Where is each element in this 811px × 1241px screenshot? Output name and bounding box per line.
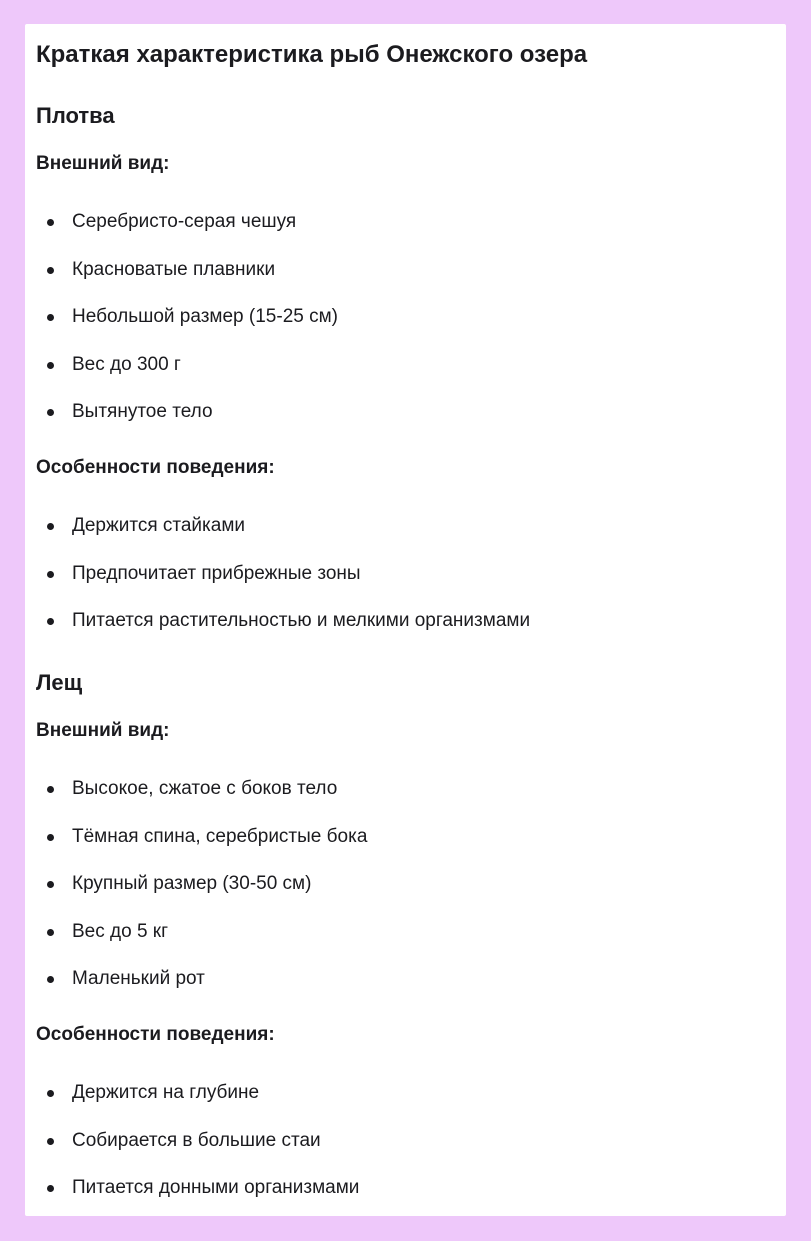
behavior-list-leshch [25, 1081, 359, 1224]
behavior-heading-leshch: Особенности поведения: [36, 1024, 275, 1045]
bullet-icon [47, 1090, 54, 1097]
list-item: Собирается в большие стаи [25, 1129, 359, 1177]
list-item: Вытянутое тело [25, 400, 338, 448]
document-title: Краткая характеристика рыб Онежского озера [36, 41, 588, 68]
behavior-list-plotva [25, 514, 530, 657]
bullet-icon [47, 786, 54, 793]
appearance-heading-leshch: Внешний вид: [36, 720, 170, 741]
bullet-icon [47, 314, 54, 321]
document-card [25, 24, 786, 1216]
bullet-icon [47, 571, 54, 578]
list-item: Маленький рот [25, 967, 367, 1015]
bullet-icon [47, 523, 54, 530]
bullet-icon [47, 618, 54, 625]
bullet-icon [47, 1185, 54, 1192]
list-item: Небольшой размер (15-25 см) [25, 305, 338, 353]
bullet-icon [47, 219, 54, 226]
list-item: Вес до 5 кг [25, 920, 367, 968]
list-item: Питается растительностью и мелкими организмами [25, 609, 530, 657]
section-title-plotva: Плотва [36, 103, 115, 128]
list-item: Тёмная спина, серебристые бока [25, 825, 367, 873]
bullet-icon [47, 929, 54, 936]
behavior-heading-plotva: Особенности поведения: [36, 457, 275, 478]
list-item: Питается донными организмами [25, 1176, 359, 1224]
appearance-list-leshch [25, 777, 367, 1015]
list-item: Высокое, сжатое с боков тело [25, 777, 367, 825]
list-item: Держится стайками [25, 514, 530, 562]
list-item: Предпочитает прибрежные зоны [25, 562, 530, 610]
bullet-icon [47, 409, 54, 416]
bullet-icon [47, 881, 54, 888]
bullet-icon [47, 1138, 54, 1145]
bullet-icon [47, 267, 54, 274]
list-item: Красноватые плавники [25, 258, 338, 306]
bullet-icon [47, 976, 54, 983]
section-title-leshch: Лещ [36, 670, 83, 695]
list-item: Серебристо-серая чешуя [25, 210, 338, 258]
bullet-icon [47, 834, 54, 841]
appearance-heading-plotva: Внешний вид: [36, 153, 170, 174]
appearance-list-plotva [25, 210, 338, 448]
list-item: Держится на глубине [25, 1081, 359, 1129]
bullet-icon [47, 362, 54, 369]
list-item: Крупный размер (30-50 см) [25, 872, 367, 920]
list-item: Вес до 300 г [25, 353, 338, 401]
